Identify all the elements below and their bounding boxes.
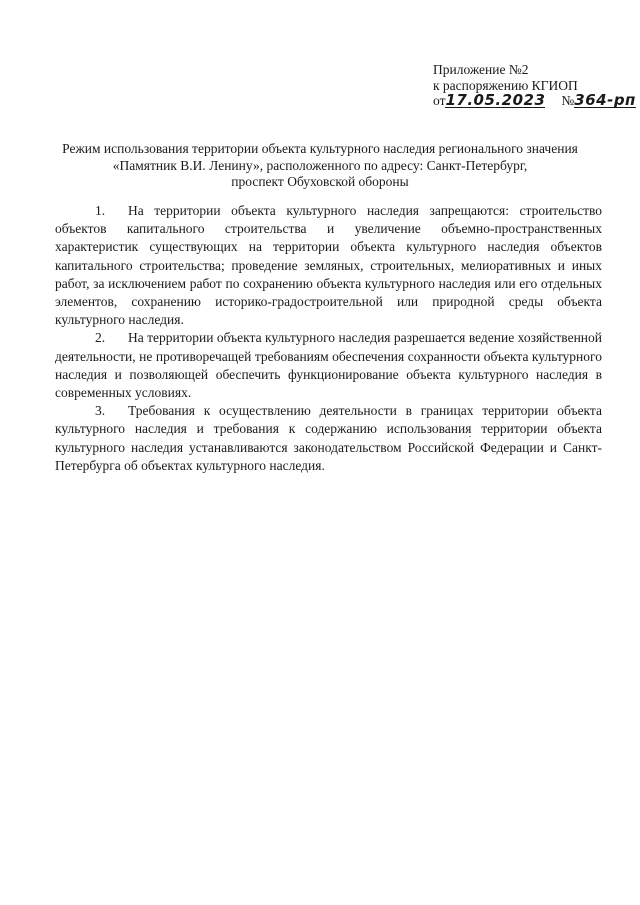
appendix-title: Приложение №2 <box>433 62 529 77</box>
paragraph-text: На территории объекта культурного наследия разрешается ведение хозяйственной деятельности, не противоречащей требованиям обеспечения сохранности объекта культурного наследия и позволяющей обеспечить функционирование объекта культурного наследия в современных условиях. <box>55 330 602 401</box>
handwritten-number: 364-рп <box>574 91 636 109</box>
number-prefix: № <box>561 93 575 108</box>
paragraph-number: 2. <box>95 330 106 346</box>
paragraph-text: Требования к осуществлению деятельности в границах территории объекта культурного наследия и требования к содержанию использования территории объекта культурного наследия устанавливаются законодательством Российской Федерации и Санкт-Петербурга об объектах культурного наследия. <box>55 403 602 473</box>
paragraph-number: 3. <box>95 403 106 419</box>
scan-speck <box>469 436 471 437</box>
paragraph-number: 1. <box>95 203 106 218</box>
title-line-1: Режим использования территории объекта культурного наследия регионального значения <box>62 141 578 156</box>
paragraph-text: На территории объекта культурного наследия запрещаются: строительство объектов капитального строительства и увеличение объемно-пространственных характеристик существующих на территории объекта культурного наследия объектов капитального строительства; проведение земляных, строительных, мелиоративных и иных работ, за исключением работ по сохранению объекта культурного наследия или его отдельных элементов, сохранению историко-градостроительной или природной среды объекта культурного наследия. <box>55 203 602 328</box>
date-prefix: от <box>433 93 446 108</box>
document-title <box>60 141 580 191</box>
document-body <box>55 202 602 475</box>
appendix-date-number-line <box>433 93 636 109</box>
handwritten-date: 17.05.2023 <box>445 91 546 109</box>
appendix-reference: к распоряжению КГИОП <box>433 77 578 93</box>
appendix-header <box>433 62 636 109</box>
paragraph-1 <box>55 202 602 329</box>
paragraph-3 <box>55 402 602 475</box>
title-line-3: проспект Обуховской обороны <box>231 174 409 189</box>
title-line-2: «Памятник В.И. Ленину», расположенного по адресу: Санкт-Петербург, <box>112 157 528 173</box>
paragraph-2 <box>55 329 602 402</box>
